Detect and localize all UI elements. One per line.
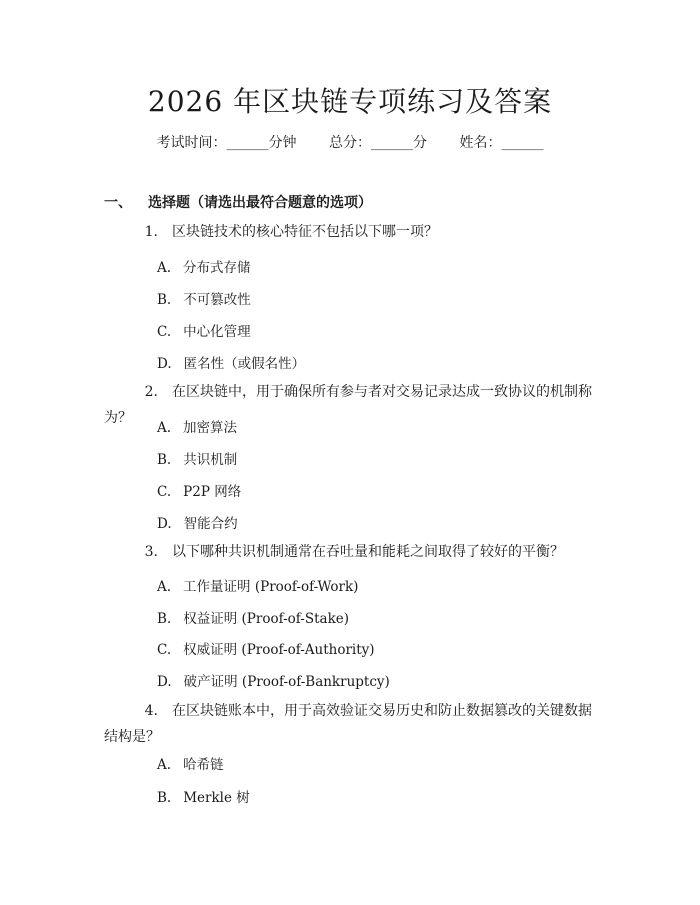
option	[157, 352, 305, 372]
option-letter: A.	[157, 579, 172, 595]
option-text: 权威证明 (Proof-of-Authority)	[183, 642, 375, 658]
section-heading	[104, 192, 372, 212]
option	[157, 753, 224, 773]
question-number: 3.	[144, 544, 158, 560]
exam-meta	[0, 132, 700, 152]
option	[157, 670, 390, 690]
option-text: 匿名性（或假名性）	[183, 356, 306, 372]
option	[157, 575, 358, 595]
question-text: 在区块链账本中，用于高效验证交易历史和防止数据篡改的关键数据结构是？	[104, 703, 592, 745]
page-title: 2026 年区块链专项练习及答案	[147, 85, 553, 118]
option-letter: B.	[157, 611, 172, 627]
option-letter: D.	[157, 674, 172, 690]
total-score-field: 总分：______分	[329, 135, 427, 151]
option-text: 破产证明 (Proof-of-Bankruptcy)	[183, 674, 390, 690]
option-letter: C.	[157, 324, 172, 340]
option	[157, 320, 251, 340]
option-text: Merkle 树	[183, 790, 250, 806]
option-text: 工作量证明 (Proof-of-Work)	[183, 579, 359, 595]
question	[104, 219, 604, 245]
section-number: 一、	[104, 195, 132, 211]
option-letter: B.	[157, 292, 172, 308]
question-text: 区块链技术的核心特征不包括以下哪一项？	[172, 224, 438, 240]
question-text: 以下哪种共识机制通常在吞吐量和能耗之间取得了较好的平衡？	[172, 544, 564, 560]
question-text: 在区块链中，用于确保所有参与者对交易记录达成一致协议的机制称为？	[104, 384, 592, 426]
question	[104, 698, 604, 750]
option-text: 加密算法	[183, 420, 238, 436]
option-text: 不可篡改性	[183, 292, 251, 308]
option-text: 智能合约	[183, 516, 238, 532]
option-letter: A.	[157, 260, 172, 276]
option-text: 权益证明 (Proof-of-Stake)	[183, 611, 350, 627]
option-text: 哈希链	[183, 757, 224, 773]
option-letter: A.	[157, 420, 172, 436]
section-title: 选择题（请选出最符合题意的选项）	[148, 195, 372, 211]
option-letter: B.	[157, 452, 172, 468]
exam-time-field: 考试时间：______分钟	[156, 135, 297, 151]
option	[157, 448, 237, 468]
question-number: 4.	[144, 703, 158, 719]
option-text: P2P 网络	[183, 484, 242, 500]
option	[157, 480, 241, 500]
option	[157, 512, 238, 532]
question-number: 1.	[144, 224, 158, 240]
option-letter: A.	[157, 757, 172, 773]
option-text: 共识机制	[183, 452, 238, 468]
question-number: 2.	[144, 384, 158, 400]
question	[104, 539, 604, 565]
option-letter: C.	[157, 642, 172, 658]
option-letter: B.	[157, 790, 172, 806]
option-text: 分布式存储	[183, 260, 251, 276]
option	[157, 607, 349, 627]
option	[157, 638, 375, 658]
name-field: 姓名：______	[459, 135, 544, 151]
option	[157, 416, 237, 436]
option-letter: C.	[157, 484, 172, 500]
option	[157, 786, 250, 806]
option-letter: D.	[157, 356, 172, 372]
option-letter: D.	[157, 516, 172, 532]
option-text: 中心化管理	[183, 324, 251, 340]
option	[157, 288, 251, 308]
option	[157, 256, 251, 276]
